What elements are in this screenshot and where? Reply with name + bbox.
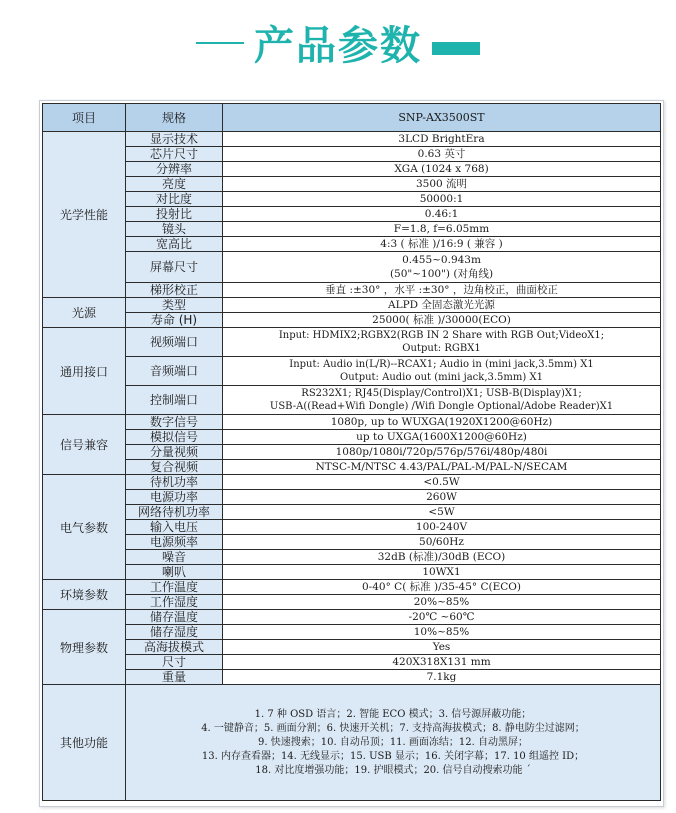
table-row	[43, 430, 661, 445]
spec-value: 10WX1	[223, 565, 661, 580]
spec-value-line: Input: Audio in(L/R)--RCAX1; Audio in (mini jack,3.5mm) X1	[289, 359, 594, 370]
table-row	[43, 655, 661, 670]
spec-value: 420X318X131 mm	[223, 655, 661, 670]
table-row	[43, 283, 661, 298]
spec-name: 音频端口	[126, 357, 223, 386]
spec-name: 电源频率	[126, 535, 223, 550]
spec-value: 7.1kg	[223, 670, 661, 685]
spec-name: 尺寸	[126, 655, 223, 670]
spec-value	[223, 357, 661, 386]
spec-value: 10%~85%	[223, 625, 661, 640]
table-row	[43, 505, 661, 520]
spec-value: 垂直 :±30° ，水平 :±30° ，边角校正，曲面校正	[223, 283, 661, 298]
category-light-source: 光源	[43, 298, 126, 328]
table-header-row	[43, 104, 661, 132]
spec-name: 分量视频	[126, 445, 223, 460]
spec-name: 重量	[126, 670, 223, 685]
table-row	[43, 252, 661, 283]
spec-name: 待机功率	[126, 475, 223, 490]
spec-value: Yes	[223, 640, 661, 655]
table-row	[43, 328, 661, 357]
table-row	[43, 640, 661, 655]
spec-value	[223, 386, 661, 415]
spec-value: 50/60Hz	[223, 535, 661, 550]
spec-value: ALPD 全固态激光光源	[223, 298, 661, 313]
spec-name: 梯形校正	[126, 283, 223, 298]
header-item: 项目	[43, 104, 126, 132]
category-physical: 物理参数	[43, 610, 126, 685]
spec-value: 1080p/1080i/720p/576p/576i/480p/480i	[223, 445, 661, 460]
header-spec: 规格	[126, 104, 223, 132]
spec-value-line: Output: RGBX1	[402, 343, 481, 354]
table-row	[43, 445, 661, 460]
feature-line: 18. 对比度增强功能；19. 护眼模式；20. 信号自动搜索功能 ˊ	[255, 764, 531, 776]
table-row	[43, 162, 661, 177]
spec-name: 电源功率	[126, 490, 223, 505]
table-row	[43, 685, 661, 801]
table-row	[43, 357, 661, 386]
spec-name: 分辨率	[126, 162, 223, 177]
table-row	[43, 147, 661, 162]
page-title: 产品参数	[254, 23, 422, 69]
spec-value: 32dB (标准)/30dB (ECO)	[223, 550, 661, 565]
feature-line: 13. 内存查看器；14. 无线显示；15. USB 显示；16. 关闭字幕；17. 10 组遥控 ID；	[201, 750, 585, 762]
spec-name: 类型	[126, 298, 223, 313]
table-row	[43, 298, 661, 313]
spec-value: -20℃ ~60℃	[223, 610, 661, 625]
spec-name: 对比度	[126, 192, 223, 207]
spec-name: 工作湿度	[126, 595, 223, 610]
table-row	[43, 177, 661, 192]
category-electrical: 电气参数	[43, 475, 126, 580]
table-row	[43, 535, 661, 550]
table-row	[43, 132, 661, 147]
spec-name: 网络待机功率	[126, 505, 223, 520]
spec-table	[42, 103, 661, 801]
table-row	[43, 610, 661, 625]
table-row	[43, 475, 661, 490]
spec-value: 0.46:1	[223, 207, 661, 222]
table-row	[43, 207, 661, 222]
header-model: SNP-AX3500ST	[223, 104, 661, 132]
spec-name: 工作温度	[126, 580, 223, 595]
spec-value-line: 0.455~0.943m	[402, 254, 481, 266]
spec-value: XGA (1024 x 768)	[223, 162, 661, 177]
table-row	[43, 192, 661, 207]
spec-name: 镜头	[126, 222, 223, 237]
spec-name: 高海拔模式	[126, 640, 223, 655]
spec-name: 宽高比	[126, 237, 223, 252]
table-row	[43, 460, 661, 475]
spec-value	[223, 328, 661, 357]
table-row	[43, 580, 661, 595]
category-io: 通用接口	[43, 328, 126, 415]
spec-value: <0.5W	[223, 475, 661, 490]
spec-value: NTSC-M/NTSC 4.43/PAL/PAL-M/PAL-N/SECAM	[223, 460, 661, 475]
spec-value: 1080p, up to WUXGA(1920X1200@60Hz)	[223, 415, 661, 430]
table-row	[43, 550, 661, 565]
spec-name: 显示技术	[126, 132, 223, 147]
title-decoration-right	[432, 42, 480, 55]
spec-value: 3500 流明	[223, 177, 661, 192]
feature-line: 1. 7 种 OSD 语言；2. 智能 ECO 模式；3. 信号源屏蔽功能；	[254, 708, 532, 720]
table-row	[43, 222, 661, 237]
spec-value: 260W	[223, 490, 661, 505]
spec-name: 储存温度	[126, 610, 223, 625]
spec-name: 复合视频	[126, 460, 223, 475]
spec-value: 100-240V	[223, 520, 661, 535]
spec-value: 25000( 标准 )/30000(ECO)	[223, 313, 661, 328]
spec-value	[223, 252, 661, 283]
category-other: 其他功能	[43, 685, 126, 801]
page-header	[0, 12, 676, 68]
table-row	[43, 490, 661, 505]
spec-name: 控制端口	[126, 386, 223, 415]
spec-value: 50000:1	[223, 192, 661, 207]
spec-value-line: Input: HDMIX2;RGBX2(RGB IN 2 Share with RGB Out;VideoX1;	[278, 330, 605, 341]
spec-value: 3LCD BrightEra	[223, 132, 661, 147]
table-row	[43, 520, 661, 535]
spec-name: 投射比	[126, 207, 223, 222]
spec-name: 模拟信号	[126, 430, 223, 445]
category-optical: 光学性能	[43, 132, 126, 298]
category-signal: 信号兼容	[43, 415, 126, 475]
spec-name: 视频端口	[126, 328, 223, 357]
feature-line: 9. 快速搜索；10. 自动吊顶；11. 画面冻结；12. 自动黑屏；	[258, 736, 528, 748]
feature-line: 4. 一键静音；5. 画面分割；6. 快速开关机；7. 支持高海拔模式；8. 静电防尘过滤网；	[201, 722, 585, 734]
spec-name: 寿命 (H)	[126, 313, 223, 328]
spec-name: 输入电压	[126, 520, 223, 535]
spec-value: 20%~85%	[223, 595, 661, 610]
other-features	[126, 685, 661, 801]
table-row	[43, 313, 661, 328]
table-row	[43, 625, 661, 640]
table-row	[43, 237, 661, 252]
spec-value-line: Output: Audio out (mini jack,3.5mm) X1	[340, 372, 543, 383]
spec-value: 0.63 英寸	[223, 147, 661, 162]
spec-name: 芯片尺寸	[126, 147, 223, 162]
spec-value: <5W	[223, 505, 661, 520]
spec-name: 数字信号	[126, 415, 223, 430]
spec-value-line: RS232X1; RJ45(Display/Control)X1; USB-B(Display)X1;	[301, 388, 582, 399]
spec-name: 噪音	[126, 550, 223, 565]
spec-value-line: (50"~100") (对角线)	[389, 268, 494, 280]
spec-value-line: USB-A((Read+Wifi Dongle) /Wifi Dongle Optional/Adobe Reader)X1	[269, 401, 614, 412]
spec-value: up to UXGA(1600X1200@60Hz)	[223, 430, 661, 445]
spec-name: 喇叭	[126, 565, 223, 580]
table-row	[43, 386, 661, 415]
spec-name: 屏幕尺寸	[126, 252, 223, 283]
spec-value: 0-40° C( 标准 )/35-45° C(ECO)	[223, 580, 661, 595]
spec-name: 储存湿度	[126, 625, 223, 640]
spec-name: 亮度	[126, 177, 223, 192]
spec-value: F=1.8, f=6.05mm	[223, 222, 661, 237]
table-row	[43, 595, 661, 610]
table-row	[43, 415, 661, 430]
spec-value: 4:3 ( 标准 )/16:9 ( 兼容 )	[223, 237, 661, 252]
category-environment: 环境参数	[43, 580, 126, 610]
table-row	[43, 670, 661, 685]
table-row	[43, 565, 661, 580]
